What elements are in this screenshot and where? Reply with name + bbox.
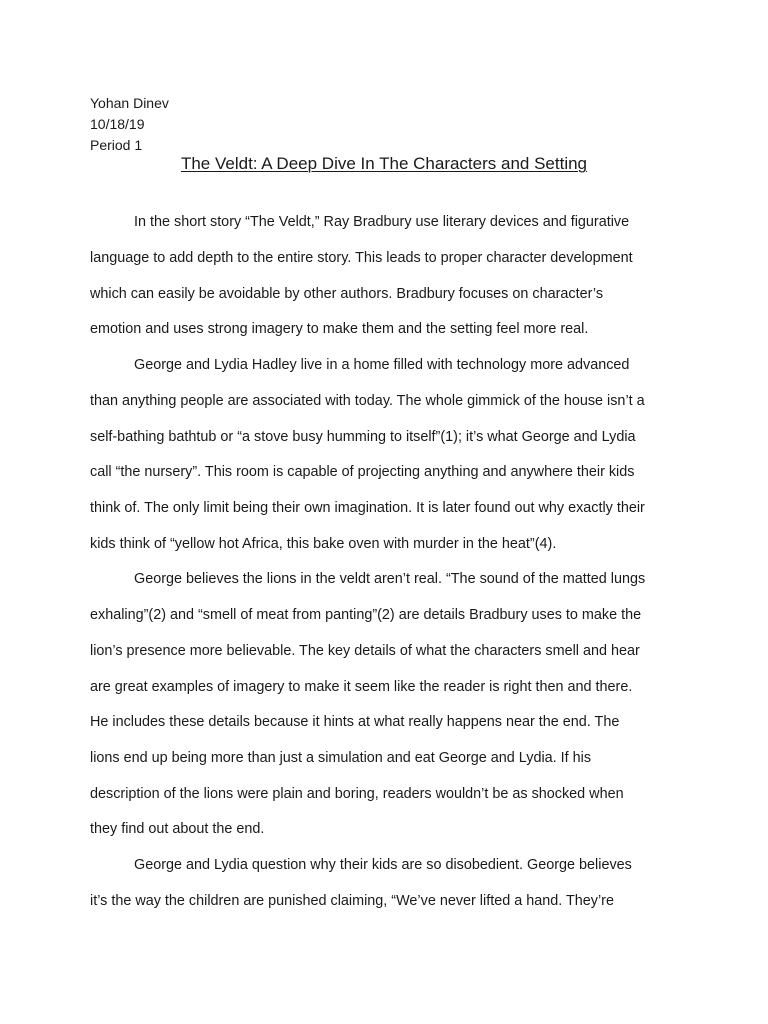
essay-title <box>0 153 768 175</box>
paragraph-line: George and Lydia Hadley live in a home filled with technology more advanced <box>134 357 630 373</box>
author-name: Yohan Dinev <box>90 95 169 111</box>
paragraph-line: exhaling”(2) and “smell of meat from panting”(2) are details Bradbury uses to make the <box>90 607 642 623</box>
class-period: Period 1 <box>90 137 143 153</box>
paragraph-line: He includes these details because it hints at what really happens near the end. The <box>90 714 620 730</box>
paragraph-line: description of the lions were plain and boring, readers wouldn’t be as shocked when <box>90 786 624 802</box>
paragraph-line: language to add depth to the entire story. This leads to proper character development <box>90 250 633 266</box>
paragraph-line: are great examples of imagery to make it seem like the reader is right then and there. <box>90 679 633 695</box>
document-header <box>90 93 169 156</box>
paragraph-line: call “the nursery”. This room is capable of projecting anything and anywhere their kids <box>90 464 635 480</box>
paragraph-line: lions end up being more than just a simulation and eat George and Lydia. If his <box>90 750 592 766</box>
paragraph-line: think of. The only limit being their own imagination. It is later found out why exactly their <box>90 500 645 516</box>
paragraph-line: kids think of “yellow hot Africa, this bake oven with murder in the heat”(4). <box>90 536 557 552</box>
paragraph-line: it’s the way the children are punished claiming, “We’ve never lifted a hand. They’re <box>90 893 614 909</box>
paragraph-line: than anything people are associated with today. The whole gimmick of the house isn’t a <box>90 393 645 409</box>
paragraph-line: they find out about the end. <box>90 821 265 837</box>
paragraph-line: George believes the lions in the veldt aren’t real. “The sound of the matted lungs <box>134 571 646 587</box>
paragraph-line: George and Lydia question why their kids are so disobedient. George believes <box>134 857 632 873</box>
paragraph-line: which can easily be avoidable by other authors. Bradbury focuses on character’s <box>90 286 604 302</box>
paragraph-line: self-bathing bathtub or “a stove busy humming to itself”(1); it’s what George and Lydia <box>90 429 636 445</box>
date: 10/18/19 <box>90 116 145 132</box>
paragraph-line: emotion and uses strong imagery to make them and the setting feel more real. <box>90 321 589 337</box>
paragraph-line: In the short story “The Veldt,” Ray Bradbury use literary devices and figurative <box>134 214 630 230</box>
paragraph-line: lion’s presence more believable. The key details of what the characters smell and hear <box>90 643 640 659</box>
essay-title-text: The Veldt: A Deep Dive In The Characters and Setting <box>180 154 588 173</box>
